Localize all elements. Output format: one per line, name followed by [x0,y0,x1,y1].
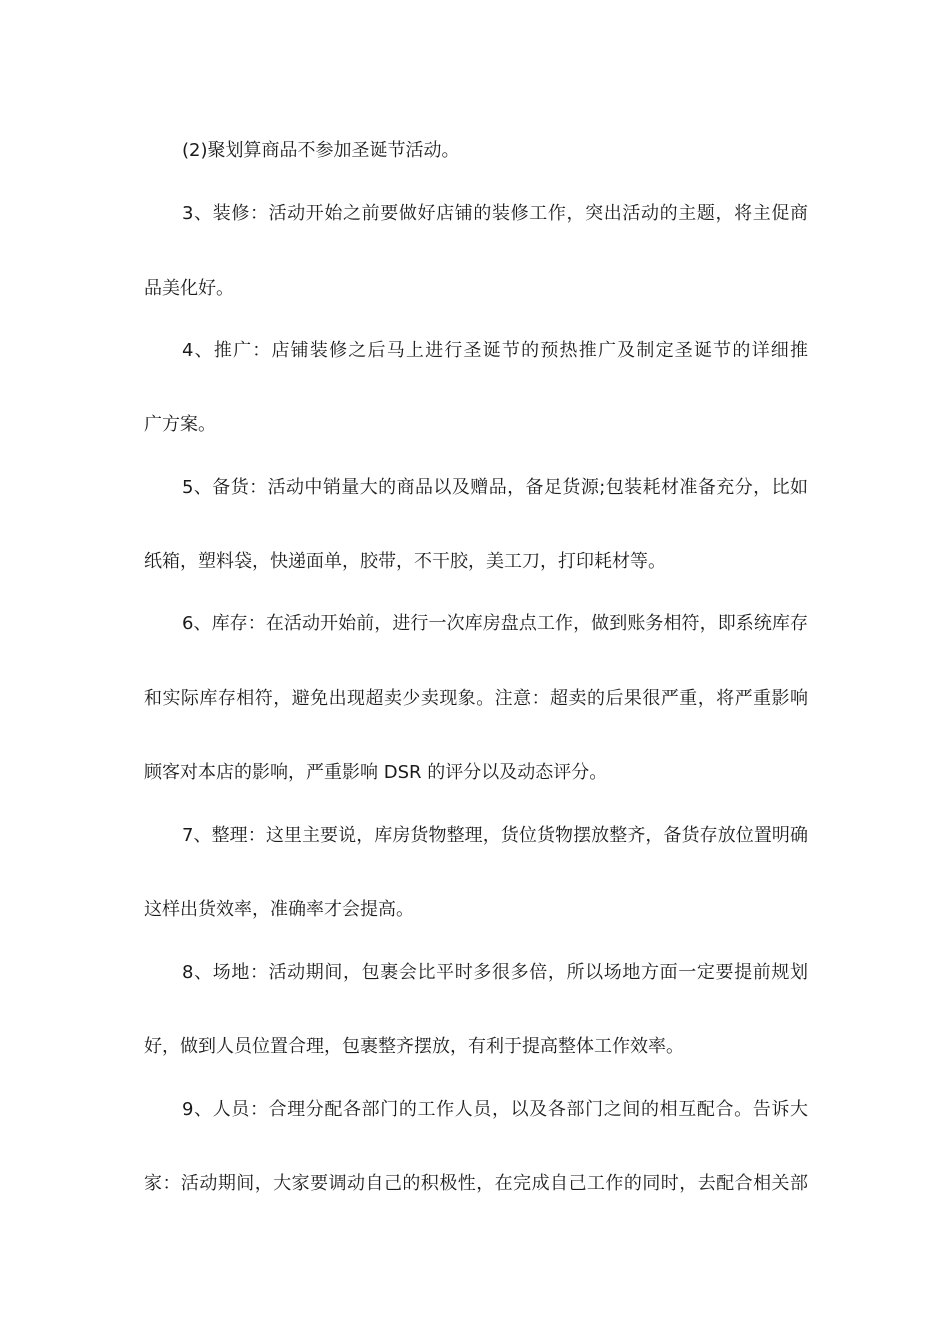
paragraph-line: 7、整理：这里主要说，库房货物整理，货位货物摆放整齐，备货存放位置明确 [182,825,808,846]
paragraph-line: 8、场地：活动期间，包裹会比平时多很多倍，所以场地方面一定要提前规划 [182,962,808,983]
paragraph-line: 家：活动期间，大家要调动自己的积极性，在完成自己工作的同时，去配合相关部 [144,1173,808,1194]
paragraph-line: 6、库存：在活动开始前，进行一次库房盘点工作，做到账务相符，即系统库存 [182,613,808,634]
paragraph-line: 和实际库存相符，避免出现超卖少卖现象。注意：超卖的后果很严重，将严重影响 [144,688,808,709]
paragraph-line: 4、推广：店铺装修之后马上进行圣诞节的预热推广及制定圣诞节的详细推 [182,340,808,361]
paragraph-line: 纸箱，塑料袋，快递面单，胶带，不干胶，美工刀，打印耗材等。 [144,551,666,572]
paragraph-line: 5、备货：活动中销量大的商品以及赠品，备足货源;包装耗材准备充分，比如 [182,477,808,498]
paragraph-line: 这样出货效率，准确率才会提高。 [144,899,414,920]
paragraph-line: 品美化好。 [144,278,234,299]
paragraph-line: 9、人员：合理分配各部门的工作人员，以及各部门之间的相互配合。告诉大 [182,1099,808,1120]
paragraph-line: 广方案。 [144,414,216,435]
paragraph-line: 顾客对本店的影响，严重影响 DSR 的评分以及动态评分。 [144,762,608,783]
paragraph-line: 3、装修：活动开始之前要做好店铺的装修工作，突出活动的主题，将主促商 [182,203,808,224]
paragraph-line: (2)聚划算商品不参加圣诞节活动。 [182,140,460,161]
paragraph-line: 好，做到人员位置合理，包裹整齐摆放，有利于提高整体工作效率。 [144,1036,684,1057]
